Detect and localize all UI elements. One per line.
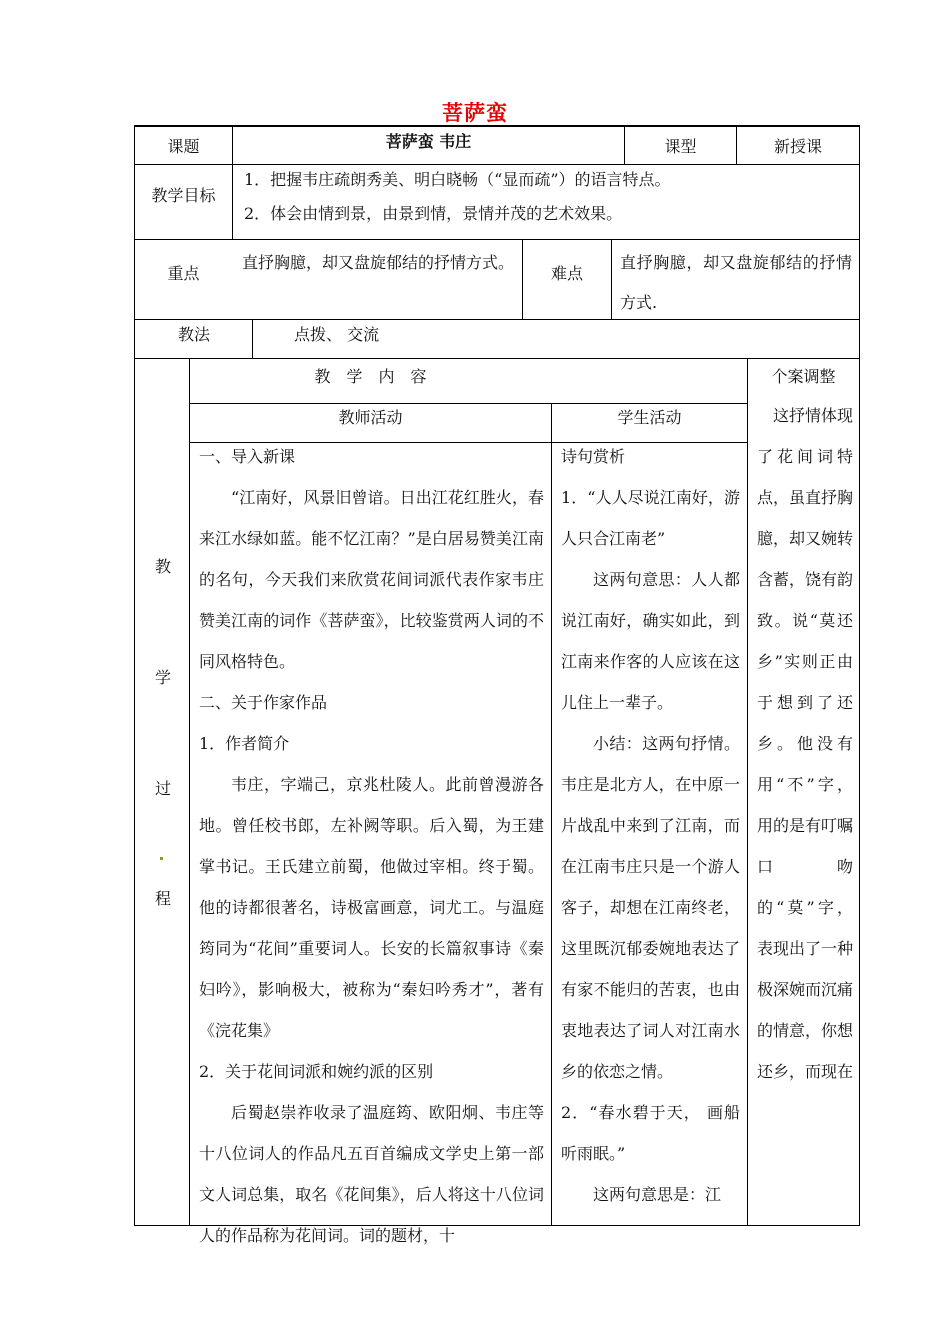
subheading: 1．作者简介 (199, 734, 290, 753)
teacher-header: 教师活动 (338, 408, 403, 427)
process-label-char: 程 (155, 889, 172, 908)
lesson-type-label: 课型 (664, 137, 697, 156)
section-heading: 二、关于作家作品 (199, 693, 328, 712)
adjustment-notes: 这抒情体现了花间词特点，虽直抒胸臆，却又婉转含蓄，饶有韵致。说“莫还乡”实则正由于想到了还乡。他没有用“不”字，用的是有叮嘱口吻的“莫”字，表现出了一种极深婉而沉痛的情意，你想还乡，而现在 (757, 406, 854, 1081)
paragraph: 后蜀赵崇祚收录了温庭筠、欧阳炯、韦庄等十八位词人的作品凡五百首编成文学史上第一部文人词总集，取名《花间集》，后人将这十八位词人的作品称为花间词。词的题材，十 (199, 1103, 544, 1245)
difficulty-text: 直抒胸臆，却又盘旋郁结的抒情方式. (620, 253, 852, 312)
difficulty-label: 难点 (550, 264, 583, 283)
paragraph: 这两句意思是：江 (593, 1185, 722, 1204)
topic-value: 菩萨蛮 韦庄 (385, 132, 472, 151)
paragraph: 小结：这两句抒情。韦庄是北方人，在中原一片战乱中来到了江南，而在江南韦庄只是一个游人客子，却想在江南终老，这里既沉郁委婉地表达了有家不能归的苦衷，也由衷地表达了词人对江南水乡的依恋之情。 (561, 734, 740, 1081)
method-label: 教法 (178, 325, 211, 344)
process-label-char: 过 (155, 779, 172, 798)
adjust-header: 个案调整 (771, 367, 836, 386)
teacher-activity (199, 436, 544, 1256)
process-label-char: 学 (155, 668, 172, 687)
keypoint-text: 直抒胸臆，却又盘旋郁结的抒情方式。 (242, 253, 515, 272)
goal-item: 2．体会由情到景，由景到情，景情并茂的艺术效果。 (244, 204, 623, 223)
paragraph: 韦庄，字端己，京兆杜陵人。此前曾漫游各地。曾任校书郎，左补阙等职。后入蜀，为王建掌书记。王氏建立前蜀，他做过宰相。终于蜀。他的诗都很著名，诗极富画意，词尤工。与温庭筠同为“花间”重要词人。长安的长篇叙事诗《秦妇吟》，影响极大，被称为“秦妇吟秀才”，著有《浣花集》 (199, 775, 544, 1040)
method-text: 点拨、 交流 (294, 325, 380, 344)
process-label-char: 教 (155, 557, 172, 576)
section-heading: 诗句赏析 (561, 447, 626, 466)
mark-dot (160, 857, 163, 860)
subheading: 2．关于花间词派和婉约派的区别 (199, 1062, 434, 1081)
goal-item: 1．把握韦庄疏朗秀美、明白晓畅（“显而疏”）的语言特点。 (244, 170, 671, 189)
keypoint-label: 重点 (167, 264, 200, 283)
topic-label: 课题 (167, 137, 200, 156)
student-header: 学生活动 (617, 408, 682, 427)
section-heading: 一、导入新课 (199, 447, 296, 466)
lesson-type-value: 新授课 (773, 137, 822, 156)
goals-label: 教学目标 (151, 186, 216, 205)
content-header: 教 学 内 容 (314, 367, 427, 386)
student-activity (561, 436, 740, 1215)
paragraph: 这两句意思：人人都说江南好，确实如此，到江南来作客的人应该在这儿住上一辈子。 (561, 570, 740, 712)
poem-line: 2．“春水碧于天， 画船听雨眠。” (561, 1103, 740, 1163)
poem-line: 1．“人人尽说江南好，游人只合江南老” (561, 488, 740, 548)
document-title: 菩萨蛮 (442, 100, 508, 125)
paragraph: “江南好，风景旧曾谙。日出江花红胜火，春来江水绿如蓝。能不忆江南？”是白居易赞美江南的名句，今天我们来欣赏花间词派代表作家韦庄赞美江南的词作《菩萨蛮》，比较鉴赏两人词的不同风格特色。 (199, 488, 544, 671)
